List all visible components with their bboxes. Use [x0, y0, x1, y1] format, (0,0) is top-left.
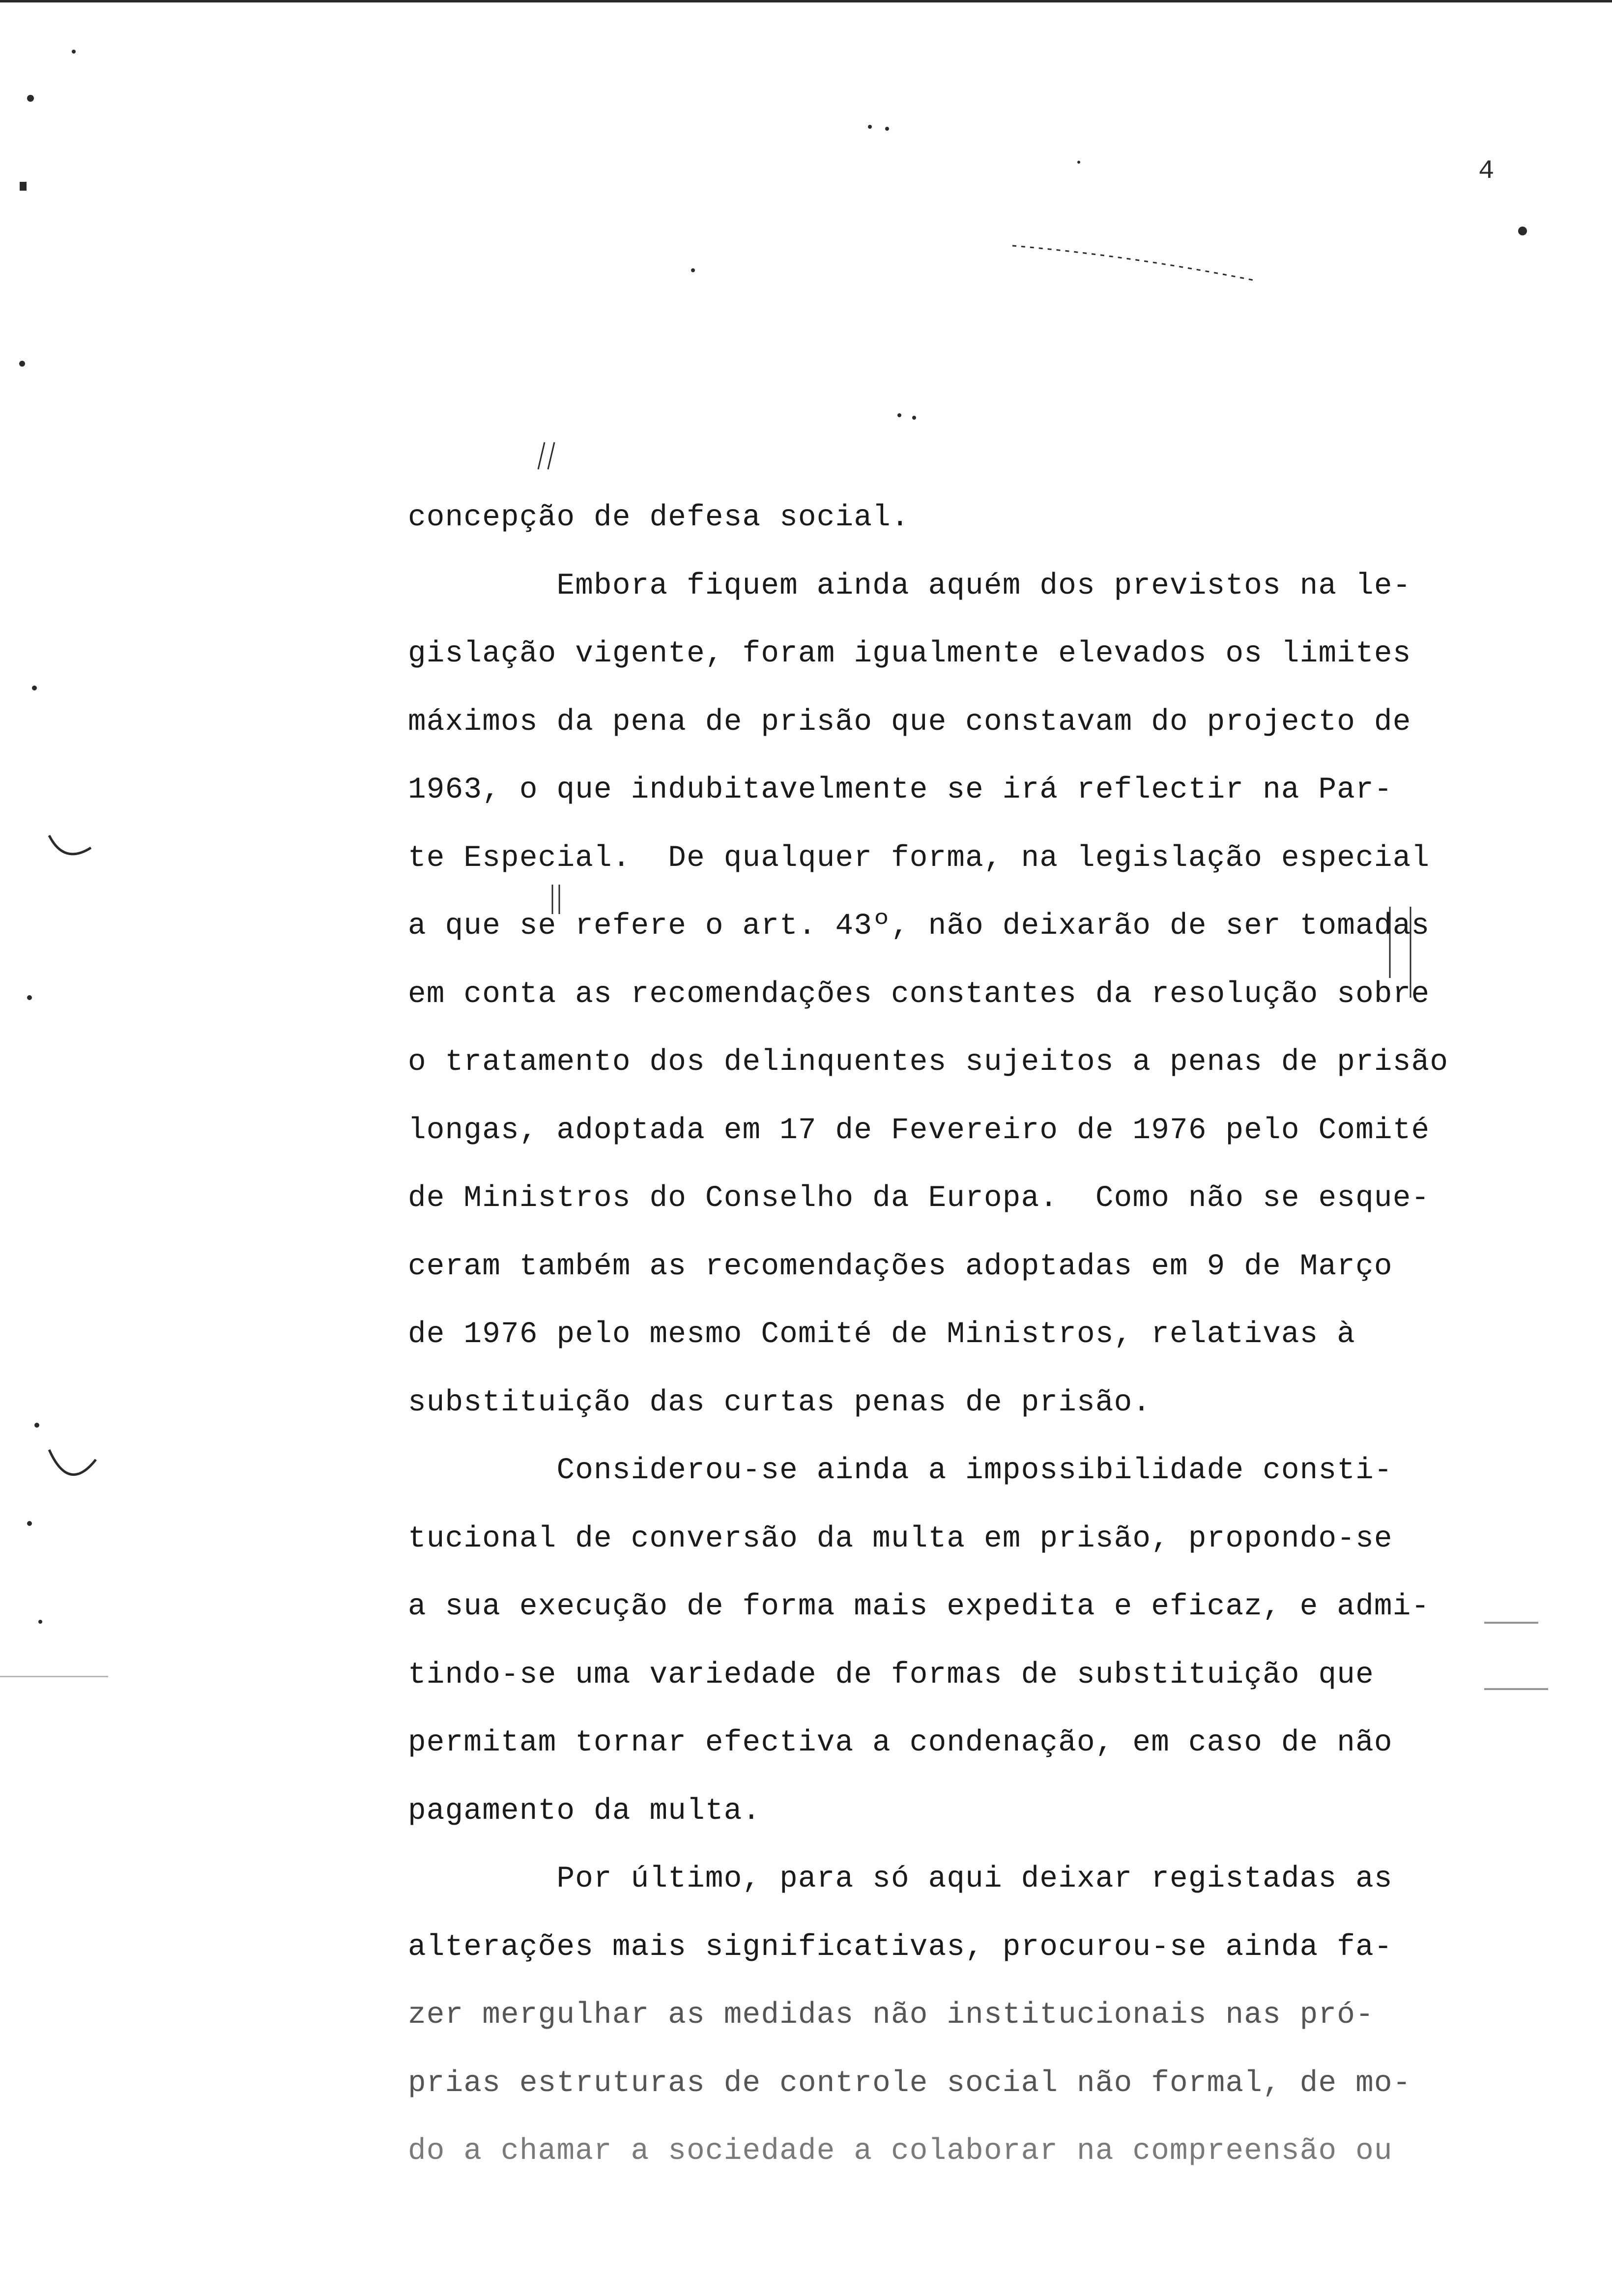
text-line: o tratamento dos delinquentes sujeitos a penas de prisão — [408, 1045, 1449, 1079]
text-line: pagamento da multa. — [408, 1794, 761, 1828]
text-line: permitam tornar efectiva a condenação, em caso de não — [408, 1726, 1393, 1760]
text-line: alterações mais significativas, procurou-se ainda fa- — [408, 1930, 1393, 1964]
text-line: longas, adoptada em 17 de Fevereiro de 1976 pelo Comité — [408, 1113, 1430, 1148]
text-line: tindo-se uma variedade de formas de substituição que — [408, 1658, 1374, 1692]
text-line: Considerou-se ainda a impossibilidade consti- — [408, 1454, 1393, 1488]
text-line: tucional de conversão da multa em prisão, propondo-se — [408, 1521, 1393, 1556]
text-line: 1963, o que indubitavelmente se irá reflectir na Par- — [408, 773, 1393, 807]
top-border-rule — [0, 0, 1612, 2]
text-line: do a chamar a sociedade a colaborar na compreensão ou — [408, 2134, 1393, 2168]
document-body — [408, 484, 1553, 2186]
text-line: máximos da pena de prisão que constavam do projecto de — [408, 705, 1411, 739]
text-line: de 1976 pelo mesmo Comité de Ministros, relativas à — [408, 1318, 1356, 1351]
text-line: Por último, para só aqui deixar registadas as — [408, 1862, 1393, 1896]
text-line: te Especial. De qualquer forma, na legislação especial — [408, 841, 1430, 875]
text-line: concepção de defesa social. — [408, 501, 910, 535]
text-line: em conta as recomendações constantes da resolução sobre — [408, 977, 1430, 1011]
text-line: gislação vigente, foram igualmente elevados os limites — [408, 637, 1411, 671]
text-line: substituição das curtas penas de prisão. — [408, 1385, 1151, 1420]
text-line: ceram também as recomendações adoptadas em 9 de Março — [408, 1249, 1393, 1284]
text-line: zer mergulhar as medidas não institucionais nas pró- — [408, 1998, 1374, 2032]
text-line: a que se refere o art. 43º, não deixarão de ser tomadas — [408, 909, 1430, 943]
text-line: Embora fiquem ainda aquém dos previstos na le- — [408, 569, 1411, 603]
text-line: de Ministros do Conselho da Europa. Como não se esque- — [408, 1181, 1430, 1215]
text-line: a sua execução de forma mais expedita e eficaz, e admi- — [408, 1590, 1430, 1624]
page-number: 4 — [1478, 156, 1495, 186]
text-line: prias estruturas de controle social não formal, de mo- — [408, 2066, 1411, 2100]
